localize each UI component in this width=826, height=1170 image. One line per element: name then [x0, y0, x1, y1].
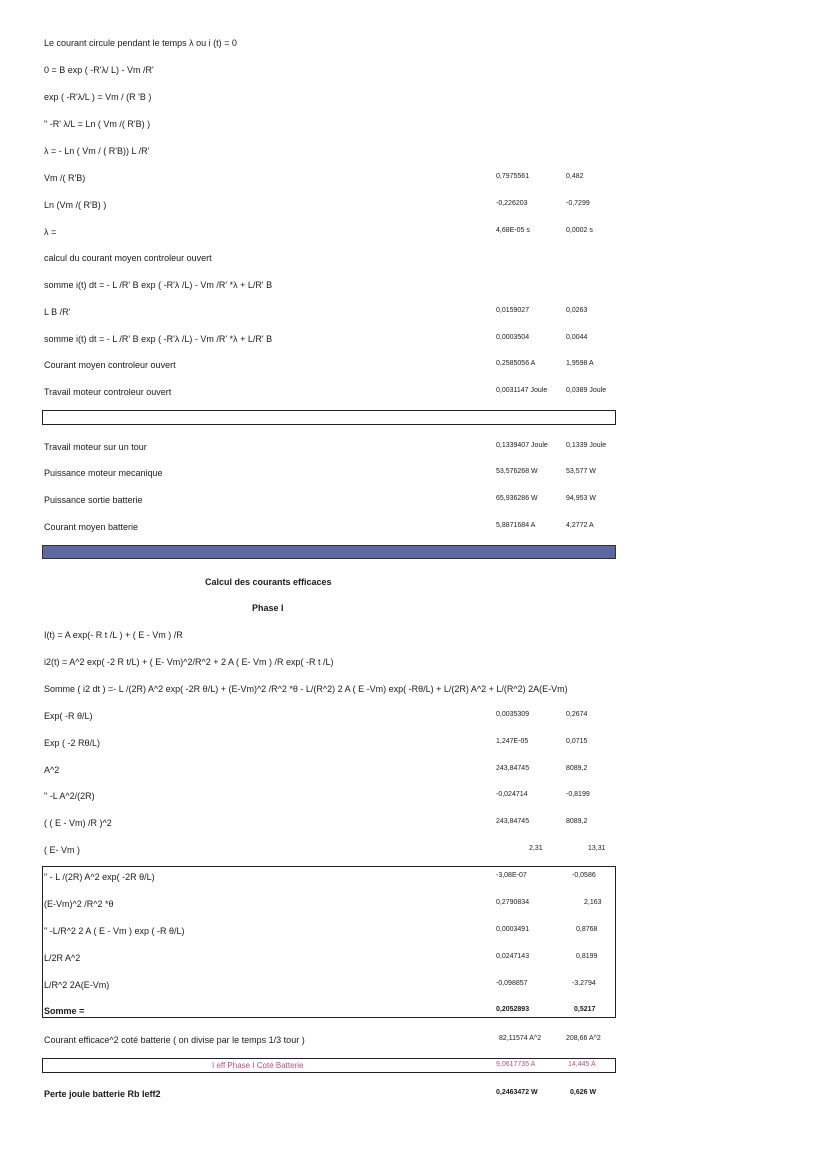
section-heading: Calcul des courants efficaces [205, 577, 332, 587]
row-label: L/2R A^2 [44, 953, 81, 963]
row-value-1: -0,024714 [496, 791, 528, 798]
row-value-1: 53,576268 W [496, 468, 538, 475]
row-label: " - L /(2R) A^2 exp( -2R θ/L) [44, 872, 155, 882]
row-label: (E-Vm)^2 /R^2 *θ [44, 899, 114, 909]
row-label: Perte joule batterie Rb Ieff2 [44, 1089, 161, 1099]
table-row [44, 953, 616, 969]
row-value-2: -0,8199 [566, 791, 590, 798]
empty-box [42, 410, 616, 425]
row-label: λ = [44, 227, 57, 237]
table-row [44, 227, 616, 243]
row-value-1: 0,0003491 [496, 926, 530, 933]
row-label: Courant moyen controleur ouvert [44, 360, 176, 370]
row-label: Courant moyen batterie [44, 522, 139, 532]
row-value-1: 1,247E-05 [496, 738, 529, 745]
row-value-1: 0,7975561 [496, 173, 530, 180]
row-value-2: 0,0002 s [566, 227, 593, 234]
table-row [44, 334, 616, 350]
text-line: I(t) = A exp(- R t /L ) + ( E - Vm ) /R [44, 630, 183, 640]
line-formula [44, 684, 616, 700]
text-line: calcul du courant moyen controleur ouvert [44, 253, 212, 263]
line-title [44, 38, 616, 54]
table-row [44, 360, 616, 376]
row-value-1: 0,0247143 [496, 953, 530, 960]
row-value-1: 243,84745 [496, 765, 530, 772]
row-value-2: 2,163 [584, 899, 602, 906]
table-row [44, 791, 616, 807]
perte-row [44, 1089, 616, 1105]
row-value-2: -0,7299 [566, 200, 590, 207]
table-row [44, 1035, 616, 1051]
row-value-1: 243,84745 [496, 818, 530, 825]
line-eq4 [44, 146, 616, 162]
row-value-2: 13,31 [588, 845, 606, 852]
text-line: exp ( -R'λ/L ) = Vm / (R 'B ) [44, 92, 152, 102]
row-value-2: 0,8768 [576, 926, 598, 933]
table-row [44, 387, 616, 403]
row-label: Vm /( R'B) [44, 173, 86, 183]
row-value-2: 1,9598 A [566, 360, 594, 367]
table-row [44, 307, 616, 323]
text-line: Le courant circule pendant le temps λ ou i (t) = 0 [44, 38, 237, 48]
row-label: Puissance moteur mecanique [44, 468, 163, 478]
row-label: L/R^2 2A(E-Vm) [44, 980, 110, 990]
row-label: Travail moteur controleur ouvert [44, 387, 172, 397]
table-row [44, 522, 616, 538]
line-formula [44, 657, 616, 673]
row-value-1: 0,2463472 W [496, 1089, 538, 1096]
row-value-1: 65,936286 W [496, 495, 538, 502]
row-value-1: -0,098857 [496, 980, 528, 987]
table-row [44, 468, 616, 484]
table-row [44, 495, 616, 511]
row-value-2: 94,953 W [566, 495, 596, 502]
table-row [44, 765, 616, 781]
table-row [44, 872, 616, 888]
table-row [44, 845, 616, 861]
row-label: Puissance sortie batterie [44, 495, 143, 505]
row-value-2: 0,626 W [570, 1089, 597, 1096]
row-value-2: 8089,2 [566, 818, 588, 825]
row-value-2: 0,1339 Joule [566, 442, 607, 449]
row-label: ( E- Vm ) [44, 845, 80, 855]
phase-heading: Phase I [252, 603, 284, 613]
row-value-2: -3,2794 [572, 980, 596, 987]
text-line: somme i(t) dt = - L /R' B exp ( -R'λ /L) - Vm /R' *λ + L/R' B [44, 280, 273, 290]
row-value-1: -0,226203 [496, 200, 528, 207]
row-value-1: 5,8871684 A [496, 522, 536, 529]
row-value-2: 4,2772 A [566, 522, 594, 529]
row-label: Courant efficace^2 coté batterie ( on divise par le temps 1/3 tour ) [44, 1035, 305, 1045]
table-row [44, 899, 616, 915]
row-value-1: 0,2052893 [496, 1006, 530, 1013]
row-value-1: 0,2790834 [496, 899, 530, 906]
row-value-2: 0,8199 [576, 953, 598, 960]
row-value-1: 82,11574 A^2 [499, 1035, 542, 1042]
line-eq1 [44, 65, 616, 81]
row-label: A^2 [44, 765, 60, 775]
row-label: Exp ( -2 Rθ/L) [44, 738, 101, 748]
row-label: somme i(t) dt = - L /R' B exp ( -R'λ /L) - Vm /R' *λ + L/R' B [44, 334, 273, 344]
row-value-1: 0,0035309 [496, 711, 530, 718]
table-row [44, 442, 616, 458]
table-row [44, 818, 616, 834]
row-value-1: 0,0159027 [496, 307, 530, 314]
row-label: Travail moteur sur un tour [44, 442, 147, 452]
row-label: " -L A^2/(2R) [44, 791, 95, 801]
row-value-2: 0,0263 [566, 307, 588, 314]
row-value-1: 0,1339407 Joule [496, 442, 548, 449]
table-row [44, 738, 616, 754]
row-label: ( ( E - Vm) /R )^2 [44, 818, 112, 828]
row-value-2: 0,0389 Joule [566, 387, 607, 394]
row-value-1: 0,0003504 [496, 334, 530, 341]
row-value-1: 2,31 [529, 845, 543, 852]
table-row [44, 173, 616, 189]
row-value-2: 8089,2 [566, 765, 588, 772]
row-label: L B /R' [44, 307, 71, 317]
line-formula [44, 280, 616, 296]
ieff-row [44, 1061, 616, 1077]
row-value-1: 0,0031147 Joule [496, 387, 548, 394]
row-value-2: 0,5217 [574, 1006, 596, 1013]
row-label: Somme = [44, 1006, 85, 1016]
table-row [44, 200, 616, 216]
row-value-2: -0,0586 [572, 872, 596, 879]
row-label: Ln (Vm /( R'B) ) [44, 200, 107, 210]
line-section [44, 253, 616, 269]
line-formula [44, 630, 616, 646]
row-value-2: 208,66 A^2 [566, 1035, 601, 1042]
row-value-2: 53,577 W [566, 468, 596, 475]
row-label: " -L/R^2 2 A ( E - Vm ) exp ( -R θ/L) [44, 926, 185, 936]
row-value-2: 0,0044 [566, 334, 588, 341]
section-divider-bar [42, 545, 616, 559]
line-eq2 [44, 92, 616, 108]
text-line: λ = - Ln ( Vm / ( R'B)) L /R' [44, 146, 150, 156]
row-value-2: 0,482 [566, 173, 584, 180]
table-row [44, 980, 616, 996]
row-label: I eff Phase I Coté Batterie [212, 1061, 304, 1070]
row-value-2: 14,445 A [568, 1061, 596, 1068]
table-row [44, 926, 616, 942]
row-value-1: -3,08E-07 [496, 872, 527, 879]
line-eq3 [44, 119, 616, 135]
row-value-1: 9,0617735 A [496, 1061, 536, 1068]
table-row [44, 711, 616, 727]
text-line: Somme ( i2 dt ) =- L /(2R) A^2 exp( -2R θ/L) + (E-Vm)^2 /R^2 *θ - L/(R^2) 2 A ( E -Vm) exp( -Rθ/L) + L/(2R) A^2 + L/(R^2) 2A(E-Vm) [44, 684, 568, 694]
row-value-1: 0,2585056 A [496, 360, 536, 367]
text-line: " -R' λ/L = Ln ( Vm /( R'B) ) [44, 119, 151, 129]
row-value-2: 0,0715 [566, 738, 588, 745]
row-value-1: 4,68E-05 s [496, 227, 530, 234]
row-label: Exp( -R θ/L) [44, 711, 93, 721]
row-value-2: 0,2674 [566, 711, 588, 718]
text-line: 0 = B exp ( -R'λ/ L) - Vm /R' [44, 65, 154, 75]
sum-row [44, 1006, 616, 1022]
text-line: i2(t) = A^2 exp( -2 R t/L) + ( E- Vm)^2/R^2 + 2 A ( E- Vm ) /R exp( -R t /L) [44, 657, 334, 667]
